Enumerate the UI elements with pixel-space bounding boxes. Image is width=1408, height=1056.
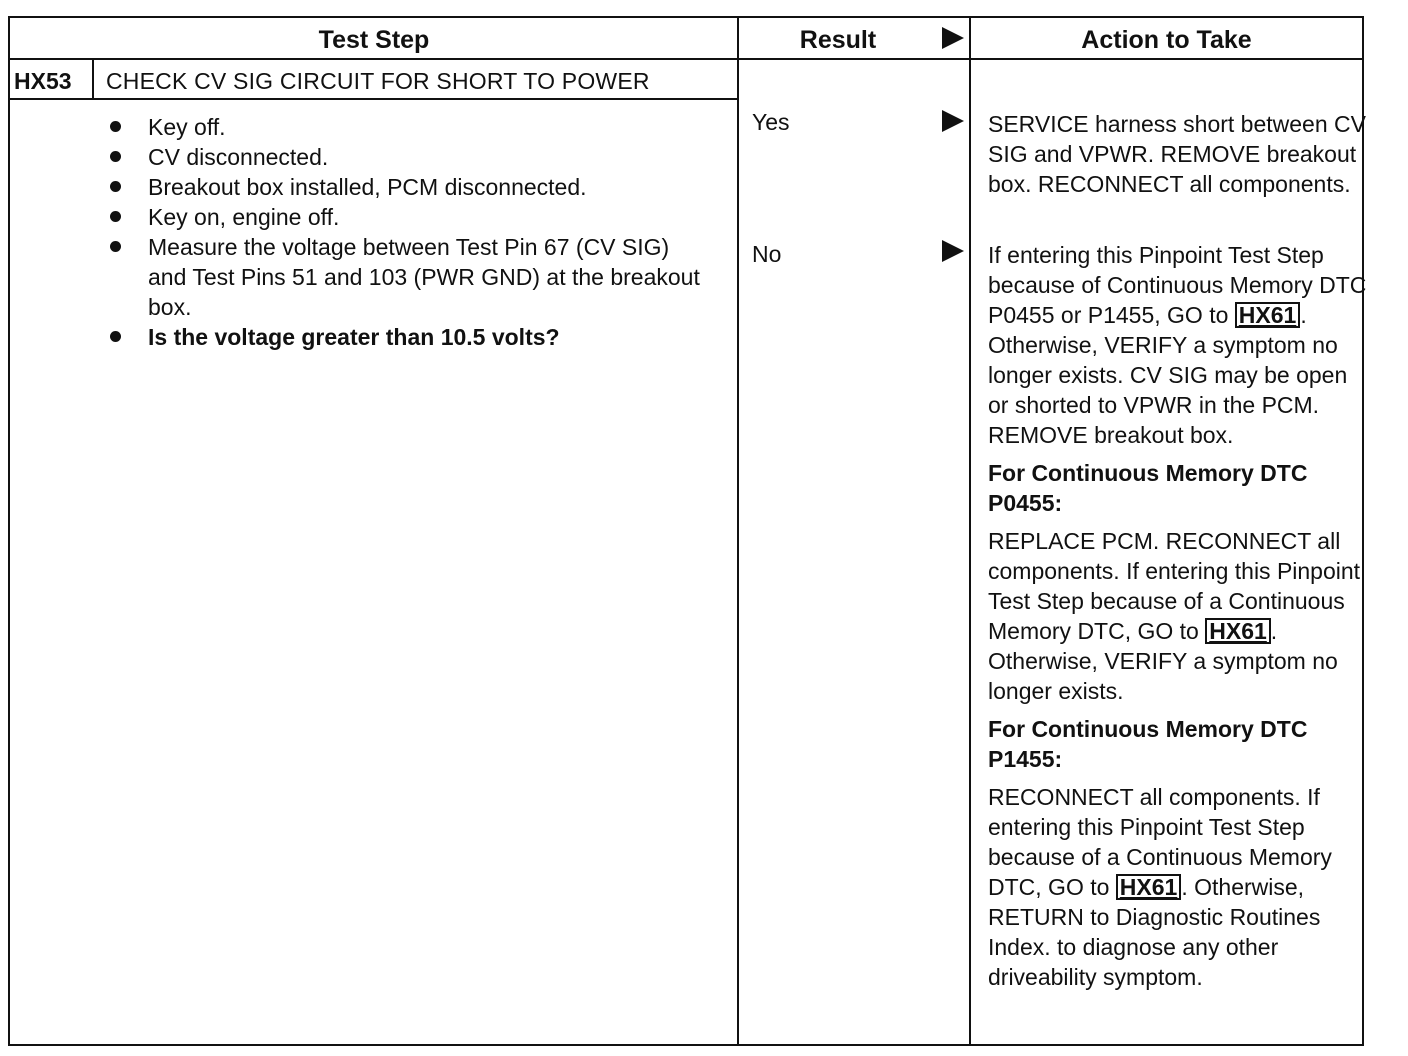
step-id-divider (92, 58, 94, 100)
result-yes: Yes (752, 109, 790, 135)
p1455-text: RECONNECT all components. If entering this Pinpoint Test Step because of a Continuous Memory DTC, GO to HX61 . Otherwise, RETURN to Diagnostic Routines Index. to diagnose any other driveability symptom. (988, 784, 1332, 990)
p0455-heading: For Continuous Memory DTC P0455: (988, 460, 1308, 516)
bullet-icon (110, 121, 121, 132)
header-arrow-icon (942, 27, 964, 49)
list-item: Key off. (106, 112, 706, 142)
hx61-link[interactable]: HX61 (1205, 618, 1271, 644)
header-action: Action to Take (1081, 26, 1252, 54)
list-item: Breakout box installed, PCM disconnected. (106, 172, 706, 202)
bullet-icon (110, 181, 121, 192)
column-divider-action (969, 18, 971, 1044)
action-no (988, 240, 1370, 992)
bullet-icon (110, 241, 121, 252)
list-item: CV disconnected. (106, 142, 706, 172)
no-arrow-icon (942, 240, 964, 262)
list-item: Measure the voltage between Test Pin 67 (CV SIG) and Test Pins 51 and 103 (PWR GND) at the breakout box. (106, 232, 706, 322)
header-result: Result (799, 26, 877, 54)
step-title: CHECK CV SIG CIRCUIT FOR SHORT TO POWER (106, 68, 650, 94)
diagnostic-table (8, 16, 1367, 1046)
hx61-link[interactable]: HX61 (1235, 302, 1301, 328)
column-divider-result (737, 18, 739, 1044)
bullet-icon (110, 331, 121, 342)
p0455-text: REPLACE PCM. RECONNECT all components. If entering this Pinpoint Test Step because of a Continuous Memory DTC, GO to HX61 . Otherwise, VERIFY a symptom no longer exists. (988, 528, 1361, 704)
step-title-divider (10, 98, 738, 100)
step-question: Is the voltage greater than 10.5 volts? (106, 322, 706, 352)
p1455-heading: For Continuous Memory DTC P1455: (988, 716, 1308, 772)
result-no: No (752, 241, 782, 267)
step-id: HX53 (14, 68, 72, 94)
action-yes (988, 109, 1370, 199)
bullet-icon (110, 211, 121, 222)
action-no-text: If entering this Pinpoint Test Step because of Continuous Memory DTC P0455 or P1455, GO to HX61 . Otherwise, VERIFY a symptom no longer exists. CV SIG may be open or shorted to VPWR in the PCM. REMOVE breakout box. (988, 242, 1367, 448)
step-bullet-list (106, 112, 706, 352)
yes-arrow-icon (942, 110, 964, 132)
bullet-icon (110, 151, 121, 162)
list-item: Key on, engine off. (106, 202, 706, 232)
action-yes-text: SERVICE harness short between CV SIG and VPWR. REMOVE breakout box. RECONNECT all components. (988, 111, 1366, 197)
header-test-step: Test Step (318, 26, 430, 54)
header-divider (10, 58, 1362, 60)
hx61-link[interactable]: HX61 (1116, 874, 1182, 900)
